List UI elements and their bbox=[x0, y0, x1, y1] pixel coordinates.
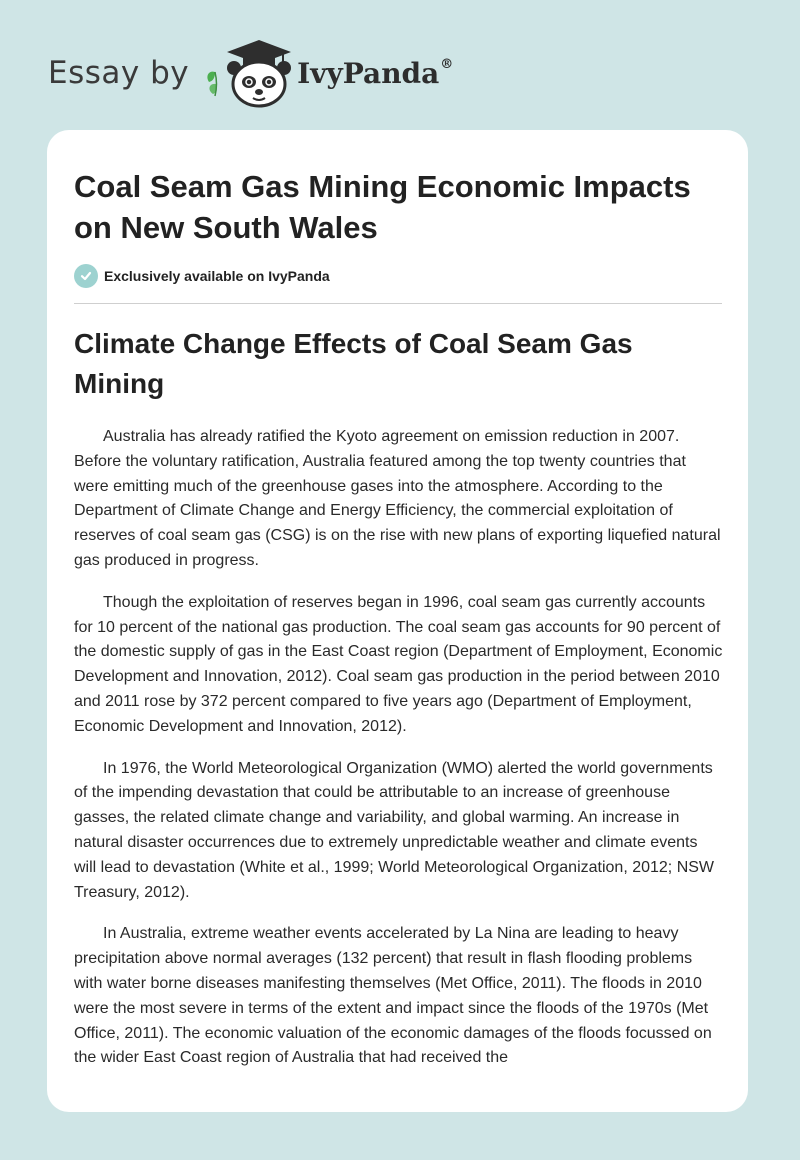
exclusive-badge-text: Exclusively available on IvyPanda bbox=[104, 268, 330, 284]
exclusive-badge bbox=[74, 264, 330, 288]
site-header bbox=[48, 38, 453, 108]
paragraph: Australia has already ratified the Kyoto agreement on emission reduction in 2007. Before the voluntary ratification, Australia featured among the top twenty countries that were emitting much of the greenhouse gases into the atmosphere. According to the Department of Climate Change and Energy Efficiency, the commercial exploitation of reserves of coal seam gas (CSG) is on the rise with new plans of exporting liquefied natural gas produced in progress. bbox=[74, 428, 721, 569]
paragraph: In 1976, the World Meteorological Organization (WMO) alerted the world governments of the impending devastation that could be attributable to an increase of greenhouse gasses, the related climate change and variability, and global warming. An increase in natural disaster occurrences due to extremely unpredictable weather and climate events will lead to devastation (White et al., 1999; World Meteorological Organization, 2012; NSW Treasury, 2012). bbox=[74, 759, 715, 901]
check-icon bbox=[74, 264, 98, 288]
divider bbox=[74, 303, 722, 304]
brand-name[interactable]: IvyPanda® bbox=[297, 56, 454, 90]
essay-body bbox=[74, 425, 724, 1088]
section-heading: Climate Change Effects of Coal Seam Gas Mining bbox=[74, 328, 633, 399]
paragraph: In Australia, extreme weather events accelerated by La Nina are leading to heavy precipitation above normal averages (132 percent) that result in flash flooding problems with water borne diseases manifesting themselves (Met Office, 2011). The floods in 2010 were the most severe in terms of the extent and impact since the floods of the 1970s (Met Office, 2011). The economic valuation of the economic damages of the floods focussed on the wider East Coast region of Australia that had received the bbox=[74, 925, 712, 1067]
essay-by-label: Essay by bbox=[48, 55, 190, 91]
ivypanda-logo-icon bbox=[203, 38, 295, 108]
page-title: Coal Seam Gas Mining Economic Impacts on New South Wales bbox=[74, 169, 691, 245]
essay-card bbox=[47, 130, 748, 1112]
paragraph: Though the exploitation of reserves began in 1996, coal seam gas currently accounts for 10 percent of the national gas production. The coal seam gas accounts for 90 percent of the domestic supply of gas in the East Coast region (Department of Employment, Economic Development and Innovation, 2012). Coal seam gas production in the period between 2010 and 2011 rose by 372 percent compared to five years ago (Department of Employment, Economic Development and Innovation, 2012). bbox=[74, 593, 723, 735]
